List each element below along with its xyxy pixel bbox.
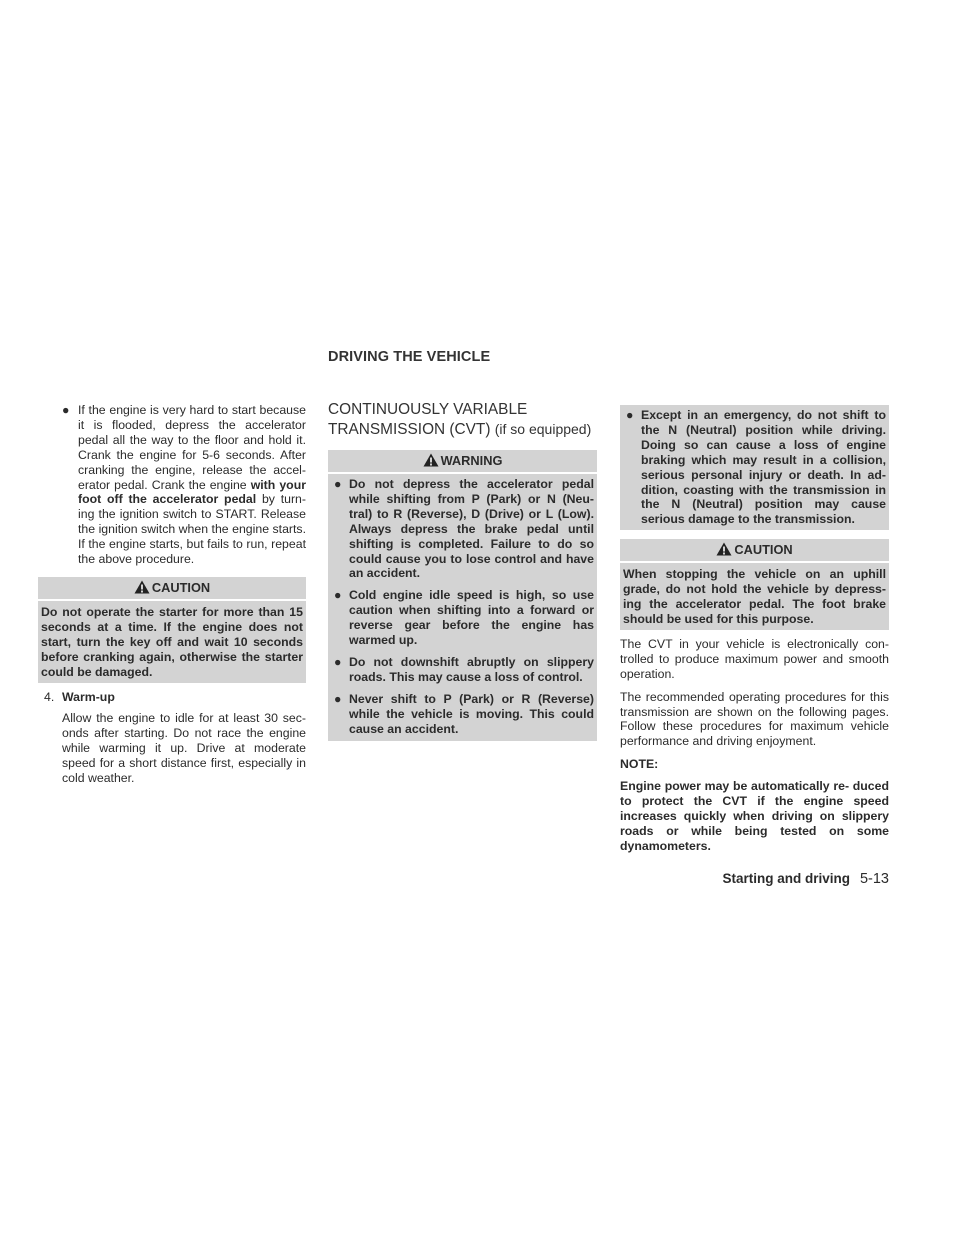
- warning-item-text: Do not depress the accelerator pedal while shifting from P (Park) or N (Neu- tral) to R (Reverse), D (Drive) or L (Low). Always depress the brake pedal until shifting is completed. Failure to do so could cause you to lose control and have an accident.: [349, 477, 594, 581]
- caution-heading: [38, 577, 306, 599]
- bullet-icon: ●: [334, 477, 342, 491]
- note-text: Engine power may be automatically re- duced to protect the CVT if the engine speed increases quickly when driving on slippery roads or while being tested on some dynamometers.: [620, 779, 889, 853]
- page-number: 5-13: [859, 871, 889, 887]
- warning-triangle-icon: [134, 580, 150, 594]
- step-warm-up-text: Allow the engine to idle for at least 30 sec- onds after starting. Do not race the engine while warming it up. Drive at moderate speed for a short distance first, especially in cold weather.: [62, 711, 306, 786]
- cvt-subheading: [328, 400, 597, 439]
- footer-section-name: Starting and driving: [722, 871, 850, 886]
- warning-label: WARNING: [440, 453, 503, 468]
- caution-text: Do not operate the starter for more than 15 seconds at a time. If the engine does not start, turn the key off and wait 10 seconds before cranking again, otherwise the starter could be damaged.: [41, 604, 303, 679]
- step-warm-up-heading: [38, 690, 306, 705]
- warning-item: [331, 692, 594, 737]
- bullet-bold-text: with your foot off the accelerator pedal: [78, 477, 306, 507]
- column-middle: [328, 400, 597, 741]
- warning-item: [331, 477, 594, 581]
- section-title: DRIVING THE VEHICLE: [328, 349, 491, 365]
- warning-continued-list: [620, 405, 889, 530]
- warning-item: [331, 655, 594, 685]
- cvt-paragraph-2: The recommended operating procedures for this transmission are shown on the following pages. Follow these procedures for maximum vehicle performance and driving enjoyment.: [620, 689, 889, 749]
- cvt-subheading-main: CONTINUOUSLY VARIABLE TRANSMISSION (CVT): [328, 401, 528, 438]
- bullet-icon: ●: [62, 403, 70, 417]
- bullet-icon: ●: [334, 691, 342, 706]
- caution-box-starter: [38, 577, 306, 683]
- step-number: 4.: [44, 689, 55, 704]
- warning-item-text: Never shift to P (Park) or R (Reverse) while the vehicle is moving. This could cause an accident.: [349, 691, 594, 736]
- caution-label: CAUTION: [734, 542, 793, 558]
- warning-item-text: Do not downshift abruptly on slippery roads. This may cause a loss of control.: [349, 654, 594, 684]
- caution-label: CAUTION: [151, 579, 211, 595]
- warning-heading: [328, 450, 597, 472]
- warning-triangle-icon: [423, 453, 439, 467]
- column-right: [620, 400, 889, 854]
- warning-item: [623, 408, 886, 527]
- bullet-icon: ●: [334, 588, 342, 603]
- bullet-flooded-engine: [38, 403, 306, 567]
- bullet-icon: ●: [334, 654, 342, 669]
- bullet-intro-text: If the engine is very hard to start because it is flooded, depress the accelerator pedal all the way to the floor and hold it. Crank the engine for 5-6 seconds. After cranking the engine, release the accel- erator pedal. Crank the engine: [78, 403, 306, 492]
- warning-box-continued: [620, 405, 889, 530]
- warning-list: [328, 474, 597, 741]
- bullet-outro-text: by turn- ing the ignition switch to START. Release the ignition switch when the engine starts. If the engine starts, but fails to run, repeat the above procedure.: [78, 492, 306, 567]
- page-footer: [722, 871, 889, 887]
- caution-text: When stopping the vehicle on an uphill grade, do not hold the vehicle by depress- ing the accelerator pedal. The foot brake should be used for this purpose.: [623, 567, 886, 626]
- caution-heading: [620, 539, 889, 561]
- note-label: NOTE:: [620, 757, 659, 772]
- warning-item-text: Except in an emergency, do not shift to the N (Neutral) position while driving. Doing so can cause a loss of engine braking which may result in a collision, serious personal injury or death. In ad- dition, coasting with the transmission in the N (Neutral) position may cause serious damage to the transmission.: [641, 408, 886, 527]
- warning-box-cvt: [328, 450, 597, 741]
- warning-item-text: Cold engine idle speed is high, so use caution when shifting into a forward or reverse gear before the engine has warmed up.: [349, 588, 594, 648]
- caution-box-uphill: [620, 539, 889, 630]
- bullet-icon: ●: [626, 408, 634, 422]
- warning-triangle-icon: [716, 542, 732, 556]
- warning-item: [331, 588, 594, 648]
- column-left: [38, 400, 306, 786]
- cvt-subheading-suffix: (if so equipped): [494, 420, 592, 437]
- cvt-paragraph-1: The CVT in your vehicle is electronically con- trolled to produce maximum power and smooth operation.: [620, 636, 889, 681]
- step-title: Warm-up: [62, 689, 115, 704]
